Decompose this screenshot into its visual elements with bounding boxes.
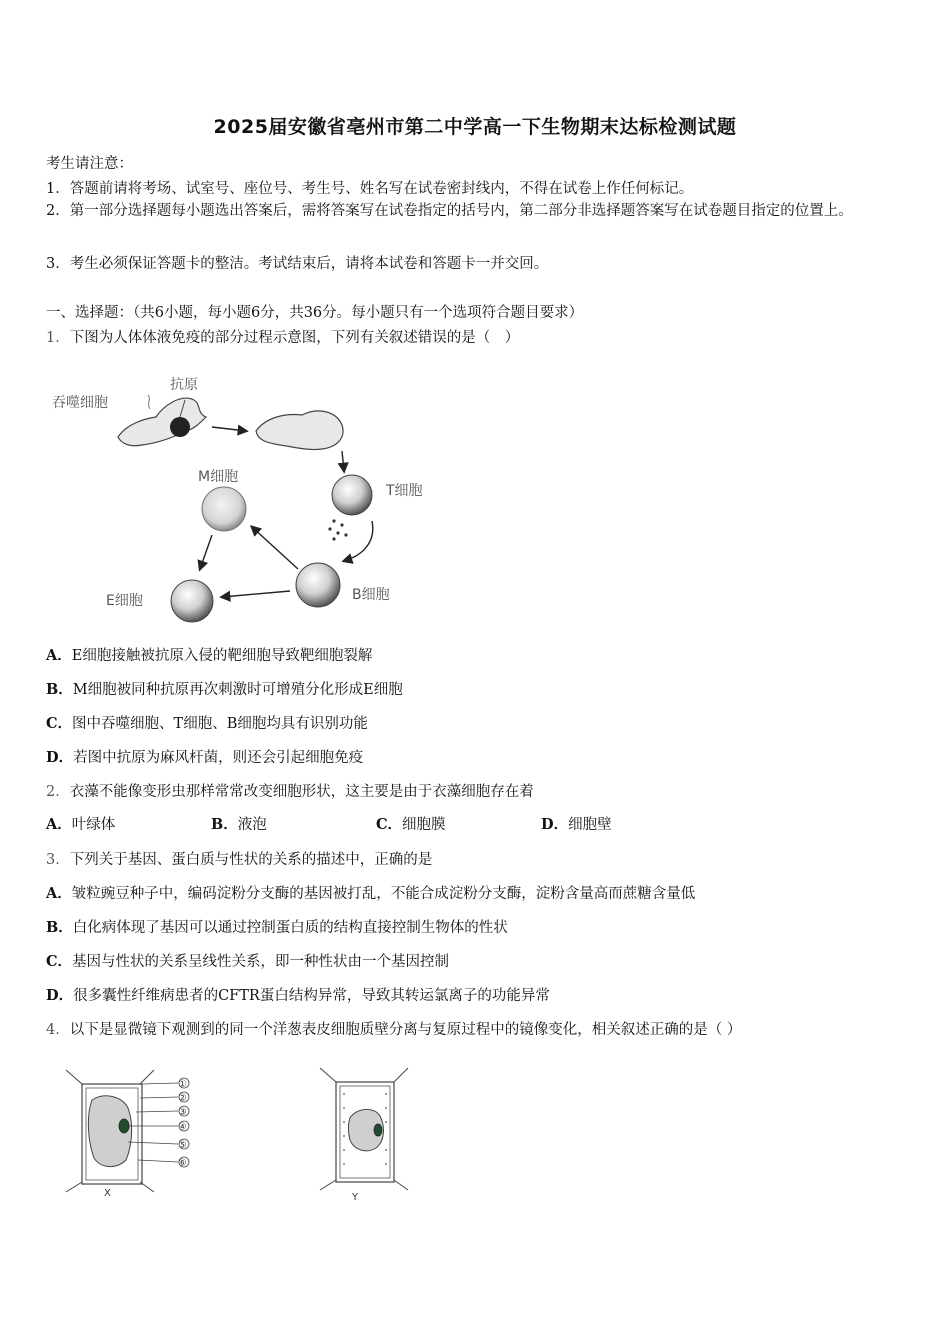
option-key: B． (211, 816, 238, 833)
label-m-cell: M细胞 (198, 469, 239, 485)
label-e-cell: E细胞 (106, 593, 143, 609)
option-key: A． (46, 816, 72, 833)
option-text: 白化病体现了基因可以通过控制蛋白质的结构直接控制生物体的性状 (72, 920, 508, 936)
q1-option-d[interactable] (46, 746, 363, 767)
option-key: C． (376, 816, 403, 833)
option-text: 细胞膜 (402, 817, 446, 833)
option-text: M细胞被同种抗原再次刺激时可增殖分化形成E细胞 (72, 682, 403, 698)
question-text: 衣藻不能像变形虫那样常常改变细胞形状，这主要是由于衣藻细胞存在着 (69, 784, 534, 800)
q1-option-a[interactable] (46, 644, 372, 665)
t-cell (332, 475, 372, 515)
page-title: 2025届安徽省亳州市第二中学高一下生物期末达标检测试题 (213, 116, 737, 138)
question-text: 下图为人体体液免疫的部分过程示意图，下列有关叙述错误的是（ ） (69, 330, 520, 346)
q1-option-b[interactable] (46, 678, 403, 699)
option-text: 皱粒豌豆种子中，编码淀粉分支酶的基因被打乱，不能合成淀粉分支酶，淀粉含量高而蔗糖含量低 (71, 886, 696, 902)
option-key: C． (46, 715, 73, 732)
cell-y (320, 1068, 408, 1203)
label-t-cell: T细胞 (386, 483, 423, 499)
option-text: 图中吞噬细胞、T细胞、B细胞均具有识别功能 (72, 716, 368, 732)
marker-labels (178, 1078, 189, 1169)
marker-5: ⑤ (178, 1140, 187, 1151)
option-key: B． (46, 919, 73, 936)
option-key: D． (46, 987, 74, 1004)
option-key: A． (46, 647, 72, 664)
phagocyte-shape (118, 398, 206, 446)
question-1 (46, 326, 519, 347)
q2-option-c[interactable] (376, 813, 446, 834)
marker-6: ⑥ (178, 1158, 187, 1169)
notice-heading: 考生请注意： (46, 156, 133, 172)
option-text: 基因与性状的关系呈线性关系，即一种性状由一个基因控制 (72, 954, 450, 970)
q3-option-c[interactable] (46, 950, 449, 971)
section-heading: 一、选择题：（共6小题，每小题6分，共36分。每小题只有一个选项符合题目要求） (46, 305, 584, 321)
notice-item-1: 1．答题前请将考场、试室号、座位号、考生号、姓名写在试卷密封线内，不得在试卷上作任何标记。 (46, 181, 694, 197)
cell-x (66, 1070, 189, 1199)
option-text: E细胞接触被抗原入侵的靶细胞导致靶细胞裂解 (71, 648, 373, 664)
question-number: 3． (46, 852, 70, 868)
q2-option-d[interactable] (541, 813, 612, 834)
option-text: 液泡 (237, 817, 267, 833)
option-key: C． (46, 953, 73, 970)
q3-option-d[interactable] (46, 984, 550, 1005)
question-3 (46, 848, 432, 869)
option-key: D． (541, 816, 569, 833)
question-number: 1． (46, 330, 70, 346)
marker-1: ① (178, 1079, 187, 1090)
label-y: Y (352, 1192, 359, 1203)
option-text: 细胞壁 (568, 817, 612, 833)
label-b-cell: B细胞 (352, 587, 390, 603)
marker-3: ③ (178, 1107, 187, 1118)
q2-option-b[interactable] (211, 813, 267, 834)
q3-option-a[interactable] (46, 882, 695, 903)
label-phagocyte: 吞噬细胞 (52, 395, 108, 411)
question-2 (46, 780, 534, 801)
label-x: X (104, 1188, 111, 1199)
lymphokine-dots (328, 519, 347, 540)
option-key: D． (46, 749, 74, 766)
antigen-dot (170, 417, 190, 437)
phagocyte-presenting-shape (256, 411, 343, 450)
question-number: 2． (46, 784, 70, 800)
question-text: 以下是显微镜下观测到的同一个洋葱表皮细胞质壁分离与复原过程中的镜像变化，相关叙述正确的是（ ） (69, 1022, 742, 1038)
notice-item-2: 2．第一部分选择题每小题选出答案后，需将答案写在试卷指定的括号内，第二部分非选择题答案写在试卷题目指定的位置上。 (46, 203, 853, 219)
question-4 (46, 1018, 741, 1039)
option-text: 若图中抗原为麻风杆菌，则还会引起细胞免疫 (73, 750, 364, 766)
marker-2: ② (178, 1093, 187, 1104)
question-text: 下列关于基因、蛋白质与性状的关系的描述中，正确的是 (69, 852, 433, 868)
b-cell (296, 563, 340, 607)
option-key: B． (46, 681, 73, 698)
plasmolysis-figure (56, 1064, 426, 1214)
option-text: 很多囊性纤维病患者的CFTR蛋白结构异常，导致其转运氯离子的功能异常 (73, 988, 550, 1004)
question-number: 4． (46, 1022, 70, 1038)
option-key: A． (46, 885, 72, 902)
label-antigen: 抗原 (170, 377, 198, 393)
m-cell (202, 487, 246, 531)
marker-4: ④ (178, 1122, 187, 1133)
notice-item-3: 3．考生必须保证答题卡的整洁。考试结束后，请将本试卷和答题卡一并交回。 (46, 256, 549, 272)
q3-option-b[interactable] (46, 916, 508, 937)
immune-process-figure (46, 365, 446, 635)
e-cell (171, 580, 213, 622)
q2-option-a[interactable] (46, 813, 115, 834)
option-text: 叶绿体 (71, 817, 116, 833)
q1-option-c[interactable] (46, 712, 368, 733)
